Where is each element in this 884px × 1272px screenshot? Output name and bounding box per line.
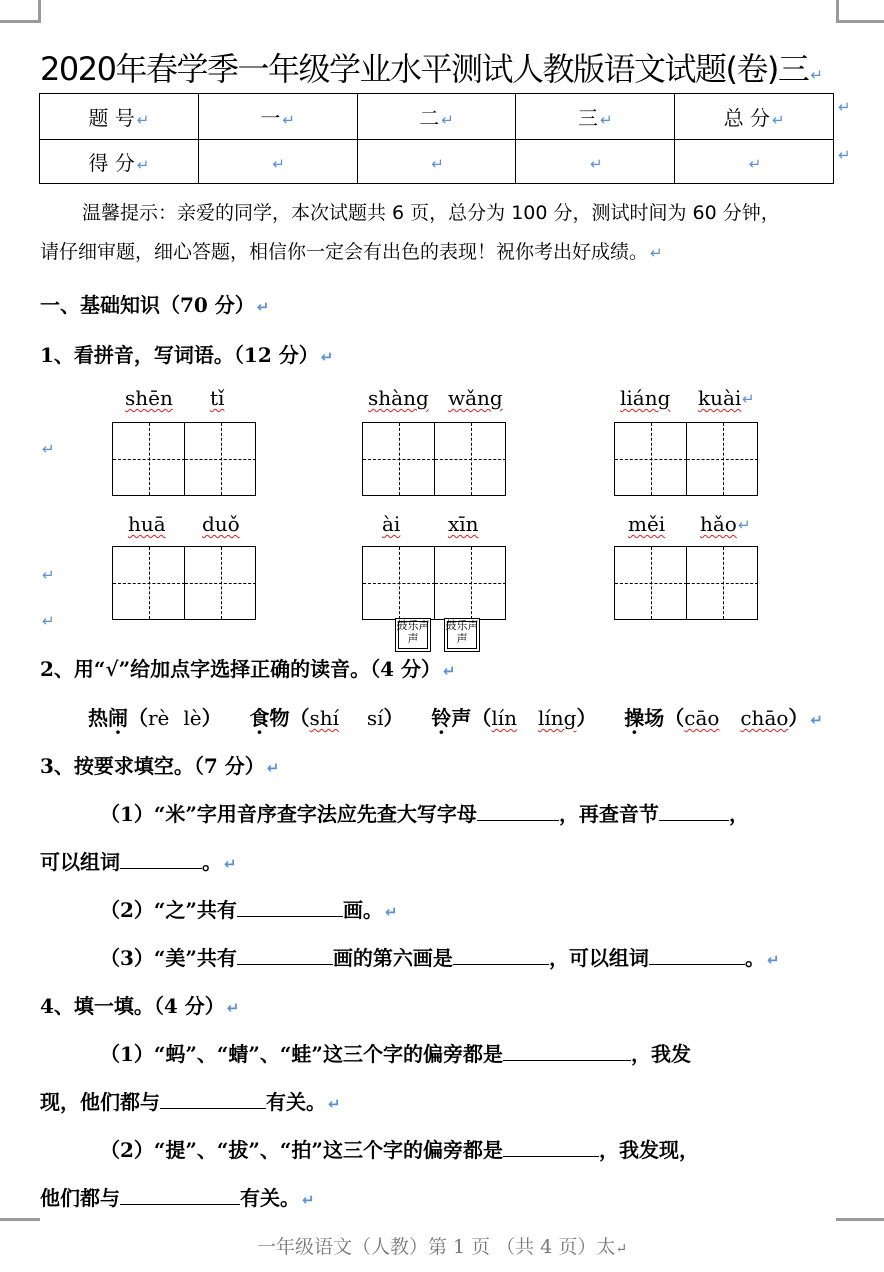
score-cell[interactable]: ↵	[357, 140, 516, 184]
pinyin: duǒ	[202, 512, 240, 536]
q2-item: 热闹（rè lè）	[88, 706, 222, 730]
score-header-label: 题 号 ↵	[40, 94, 199, 140]
q4-sub1: （1）“蚂”、“蜻”、“蛙”这三个字的偏旁都是 ，我发	[100, 1042, 691, 1066]
q2-item: 操场（cāo chāo）	[624, 706, 809, 730]
pinyin: wǎng	[448, 386, 503, 410]
q2-items: 热闹（rè lè） 食物（shí sí） 铃声（lín líng） 操场（cāo chāo） ↵	[88, 706, 823, 730]
pinyin: tǐ	[210, 386, 225, 410]
writing-box[interactable]	[362, 422, 506, 496]
score-cell[interactable]: ↵	[516, 140, 675, 184]
score-header-part1: 一 ↵	[198, 94, 357, 140]
score-header-part2: 二 ↵	[357, 94, 516, 140]
answer-blank[interactable]	[659, 802, 729, 821]
q4-sub1-cont: 现，他们都与 有关。 ↵	[40, 1090, 341, 1114]
q2-item: 铃声（lín líng）	[431, 706, 597, 730]
writing-box[interactable]	[614, 546, 758, 620]
pinyin: kuài	[698, 386, 742, 410]
answer-blank[interactable]	[453, 946, 549, 965]
score-cell[interactable]: ↵	[198, 140, 357, 184]
q3-sub3: （3）“美”共有 画的第六画是 ，可以组词 。 ↵	[100, 946, 780, 970]
pinyin: shēn	[125, 386, 173, 410]
pinyin: huā	[128, 512, 166, 536]
q3-sub2: （2）“之”共有 画。 ↵	[100, 898, 398, 922]
pinyin: měi	[628, 512, 666, 536]
writing-box[interactable]	[112, 546, 256, 620]
q4-sub2-cont: 他们都与 有关。 ↵	[40, 1186, 315, 1210]
pinyin: shàng	[368, 386, 429, 410]
page-title: 2020年春学季一年级学业水平测试人教版语文试题(卷)三 ↵	[40, 50, 822, 88]
answer-blank[interactable]	[160, 1090, 266, 1109]
score-header-part3: 三 ↵	[516, 94, 675, 140]
q3-sub1: （1）“米”字用音序查字法应先查大写字母 ，再查音节 ，	[100, 802, 749, 826]
score-table	[39, 93, 834, 184]
tip-line-1: 温馨提示：亲爱的同学，本次试题共 6 页，总分为 100 分，测试时间为 60 分钟，	[82, 202, 780, 224]
q2-item: 食物（shí sí）	[249, 706, 404, 730]
answer-blank[interactable]	[120, 1186, 240, 1205]
writing-box[interactable]	[362, 546, 506, 620]
answer-blank[interactable]	[503, 1042, 631, 1061]
writing-box[interactable]	[614, 422, 758, 496]
q2-title: 2、用“√”给加点字选择正确的读音。（4 分） ↵	[40, 657, 456, 681]
q3-title: 3、按要求填空。（7 分） ↵	[40, 754, 280, 778]
pinyin: ài	[382, 512, 401, 536]
page-footer: 一年级语文（人教）第 1 页 （共 4 页）太↵	[256, 1236, 628, 1258]
q4-title: 4、填一填。（4 分） ↵	[40, 994, 240, 1018]
answer-blank[interactable]	[477, 802, 559, 821]
answer-blank[interactable]	[503, 1138, 599, 1157]
seal-stamp: 鼓乐声声	[395, 618, 431, 652]
pinyin: liáng	[620, 386, 671, 410]
answer-blank[interactable]	[237, 898, 343, 917]
writing-box[interactable]	[112, 422, 256, 496]
answer-blank[interactable]	[649, 946, 745, 965]
q3-sub1-cont: 可以组词 。 ↵	[40, 850, 237, 874]
pinyin: hǎo	[700, 512, 737, 536]
score-header-total: 总 分 ↵	[675, 94, 834, 140]
score-row-label: 得 分 ↵	[40, 140, 199, 184]
q1-title: 1、看拼音，写词语。（12 分） ↵	[40, 343, 334, 367]
answer-blank[interactable]	[237, 946, 333, 965]
seal-stamp: 鼓乐声声	[444, 618, 480, 652]
answer-blank[interactable]	[120, 850, 202, 869]
tip-line-2: 请仔细审题，细心答题，相信你一定会有出色的表现！祝你考出好成绩。 ↵	[40, 241, 663, 263]
pinyin: xīn	[448, 512, 479, 536]
score-cell[interactable]: ↵	[675, 140, 834, 184]
section-heading: 一、基础知识（70 分） ↵	[40, 293, 270, 317]
q4-sub2: （2）“提”、“拔”、“拍”这三个字的偏旁都是 ，我发现，	[100, 1138, 699, 1162]
